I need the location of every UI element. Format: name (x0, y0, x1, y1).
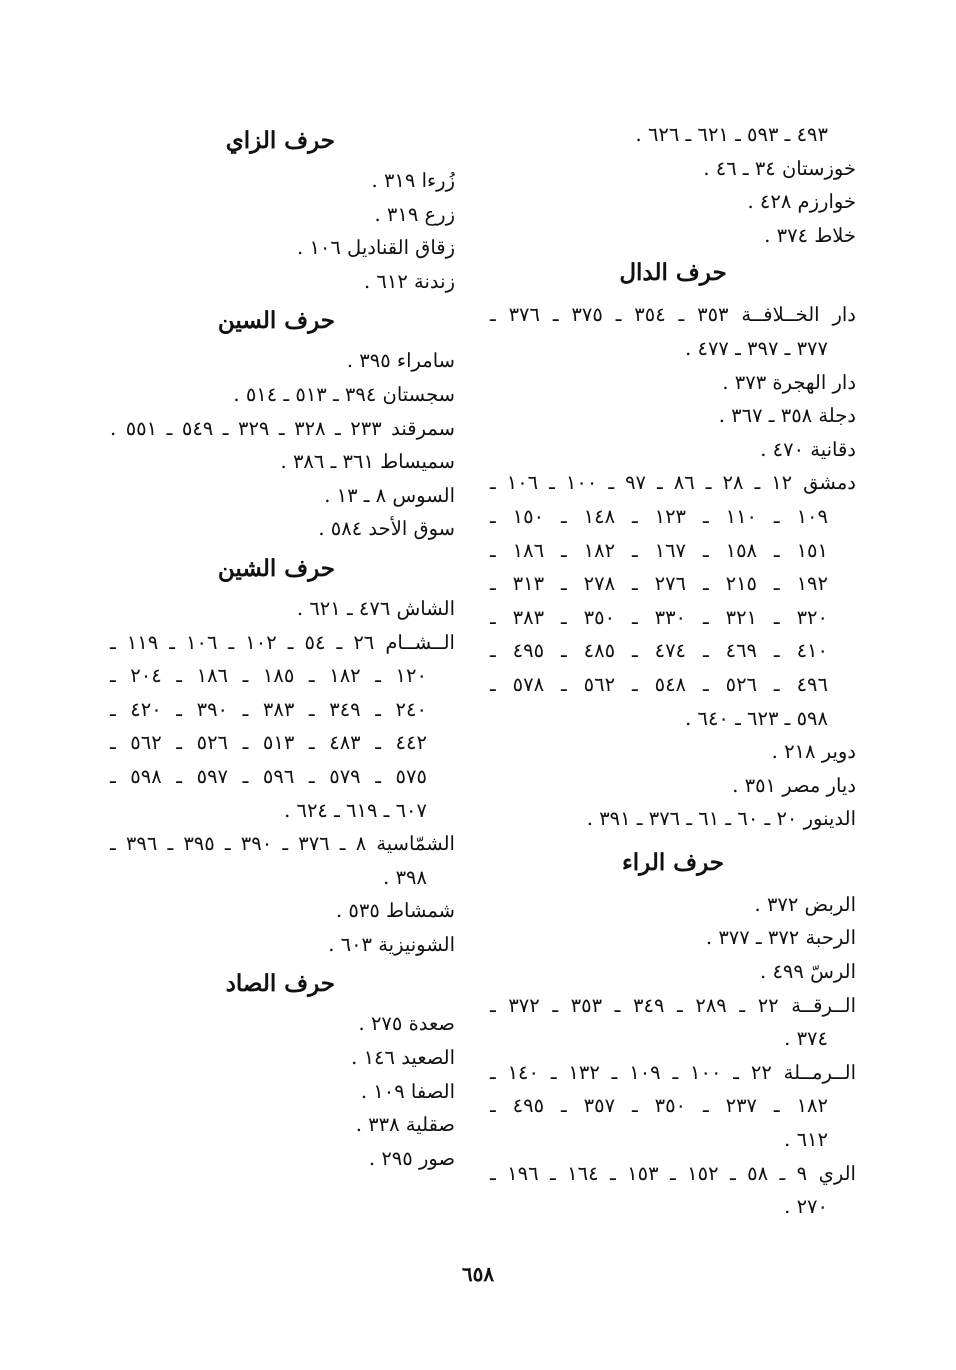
index-entry: سميساط ٣٦١ ـ ٣٨٦ . (280, 450, 455, 474)
index-entry-continuation: ٢٧٠ . (784, 1195, 828, 1219)
index-entry-continuation: ٣٧٧ ـ ٣٩٧ ـ ٤٧٧ . (685, 336, 828, 360)
index-entry-continuation: ٣٧٤ . (784, 1027, 828, 1051)
page-number: ٦٥٨ (461, 1262, 495, 1286)
index-entry: زُرءا ٣١٩ . (371, 169, 455, 192)
index-entry: صقلية ٣٣٨ . (355, 1113, 455, 1137)
index-entry-continuation: ١٨٢ ـ ٢٣٧ ـ ٣٥٠ ـ ٣٥٧ ـ ٤٩٥ ـ (490, 1094, 828, 1118)
index-entry-continuation: ٥٧٥ ـ ٥٧٩ ـ ٥٩٦ ـ ٥٩٧ ـ ٥٩٨ ـ (110, 764, 427, 788)
section-heading-sad: حرف الصاد (225, 970, 335, 998)
index-entry-continuation: ٦١٢ . (784, 1128, 828, 1152)
section-heading-shin: حرف الشين (217, 554, 335, 582)
index-entry: زقاق القناديل ١٠٦ . (297, 236, 455, 260)
index-entry: الري ٩ ـ ٥٨ ـ ١٥٢ ـ ١٥٣ ـ ١٦٤ ـ ١٩٦ ـ (490, 1161, 856, 1185)
section-heading-dal: حرف الدال (619, 259, 727, 287)
index-entry: الــرمــلة ٢٢ ـ ١٠٠ ـ ١٠٩ ـ ١٣٢ ـ ١٤٠ ـ (490, 1060, 856, 1084)
index-entry: صور ٢٩٥ . (368, 1146, 455, 1170)
index-entry-continuation: ٦٠٧ ـ ٦١٩ ـ ٦٢٤ . (284, 798, 427, 822)
index-entry: دار الهجرة ٣٧٣ . (722, 370, 856, 394)
index-entry: دمشق ١٢ ـ ٢٨ ـ ٨٦ ـ ٩٧ ـ ١٠٠ ـ ١٠٦ ـ (490, 471, 856, 495)
index-entry: خوزستان ٣٤ ـ ٤٦ . (703, 156, 856, 180)
index-entry: الــشــام ٢٦ ـ ٥٤ ـ ١٠٢ ـ ١٠٦ ـ ١١٩ ـ (110, 630, 455, 654)
index-entry-continuation: ٤٤٢ ـ ٤٨٣ ـ ٥١٣ ـ ٥٢٦ ـ ٥٦٢ ـ (110, 731, 427, 755)
index-entry-continuation: ١٥١ ـ ١٥٨ ـ ١٦٧ ـ ١٨٢ ـ ١٨٦ ـ (490, 538, 828, 562)
section-heading-ra: حرف الراء (621, 848, 725, 876)
index-entry: شمشاط ٥٣٥ . (335, 899, 455, 923)
index-entry-continuation: ٤١٠ ـ ٤٦٩ ـ ٤٧٤ ـ ٤٨٥ ـ ٤٩٥ ـ (490, 639, 828, 663)
index-entry: السوس ٨ ـ ١٣ . (324, 483, 455, 507)
index-entry: الدينور ٢٠ ـ ٦٠ ـ ٦١ ـ ٣٧٦ ـ ٣٩١ . (586, 807, 856, 831)
index-entry: سوق الأحد ٥٨٤ . (318, 517, 455, 541)
index-entry: الــرقــة ٢٢ ـ ٢٨٩ ـ ٣٤٩ ـ ٣٥٣ ـ ٣٧٢ ـ (490, 993, 856, 1017)
index-entry-continuation: ١٩٢ ـ ٢١٥ ـ ٢٧٦ ـ ٢٧٨ ـ ٣١٣ ـ (490, 572, 828, 596)
index-entry: سامراء ٣٩٥ . (346, 349, 455, 373)
section-heading-zay: حرف الزاي (225, 127, 335, 154)
index-entry-continuation: ٢٤٠ ـ ٣٤٩ ـ ٣٨٣ ـ ٣٩٠ ـ ٤٢٠ ـ (110, 697, 427, 721)
index-entry: دوير ٢١٨ . (771, 740, 856, 764)
index-entry: سجستان ٣٩٤ ـ ٥١٣ ـ ٥١٤ . (233, 382, 455, 406)
index-entry-continuation: ٣٢٠ ـ ٣٢١ ـ ٣٣٠ ـ ٣٥٠ ـ ٣٨٣ ـ (490, 605, 828, 629)
index-entry: دار الخــلافــة ٣٥٣ ـ ٣٥٤ ـ ٣٧٥ ـ ٣٧٦ ـ (490, 303, 856, 327)
index-entry-continuation: ١٠٩ ـ ١١٠ ـ ١٢٣ ـ ١٤٨ ـ ١٥٠ ـ (490, 504, 828, 528)
index-entry-continuation: ٤٩٦ ـ ٥٢٦ ـ ٥٤٨ ـ ٥٦٢ ـ ٥٧٨ ـ (490, 672, 828, 696)
index-entry: خلاط ٣٧٤ . (764, 223, 856, 247)
index-entry: خوارزم ٤٢٨ . (747, 190, 856, 214)
index-entry: الرسّ ٤٩٩ . (760, 960, 856, 984)
index-entry: دقانية ٤٧٠ . (760, 437, 856, 461)
index-entry: الربض ٣٧٢ . (754, 892, 856, 916)
index-entry: الشونيزية ٦٠٣ . (328, 932, 455, 956)
index-entry: صعدة ٢٧٥ . (358, 1012, 455, 1036)
index-column-left (110, 118, 455, 1175)
section-heading-sin: حرف السين (217, 307, 335, 335)
index-entry-continuation: ١٢٠ ـ ١٨٢ ـ ١٨٥ ـ ١٨٦ ـ ٢٠٤ ـ (110, 664, 427, 688)
index-entry: ديار مصر ٣٥١ . (732, 773, 856, 797)
index-entry: زندنة ٦١٢ . (364, 269, 455, 293)
index-entry: الرحبة ٣٧٢ ـ ٣٧٧ . (705, 926, 856, 950)
index-entry: الصعيد ١٤٦ . (351, 1046, 455, 1070)
index-entry: زرع ٣١٩ . (374, 202, 455, 226)
index-entry: الصفا ١٠٩ . (360, 1079, 455, 1103)
index-entry: الشاش ٤٧٦ ـ ٦٢١ . (296, 596, 455, 620)
index-entry: سمرقند ٢٣٣ ـ ٣٢٨ ـ ٣٢٩ ـ ٥٤٩ ـ ٥٥١ . (110, 416, 455, 440)
index-entry-continuation: ٥٩٨ ـ ٦٢٣ ـ ٦٤٠ . (685, 706, 828, 730)
index-entry: الشمّاسية ٨ ـ ٣٧٦ ـ ٣٩٠ ـ ٣٩٥ ـ ٣٩٦ ـ (110, 832, 455, 856)
index-entry: دجلة ٣٥٨ ـ ٣٦٧ . (718, 404, 856, 428)
index-column-right (490, 118, 856, 1224)
index-entry-continuation: ٤٩٣ ـ ٥٩٣ ـ ٦٢١ ـ ٦٢٦ . (635, 123, 828, 146)
index-entry-continuation: ٣٩٨ . (383, 865, 427, 889)
